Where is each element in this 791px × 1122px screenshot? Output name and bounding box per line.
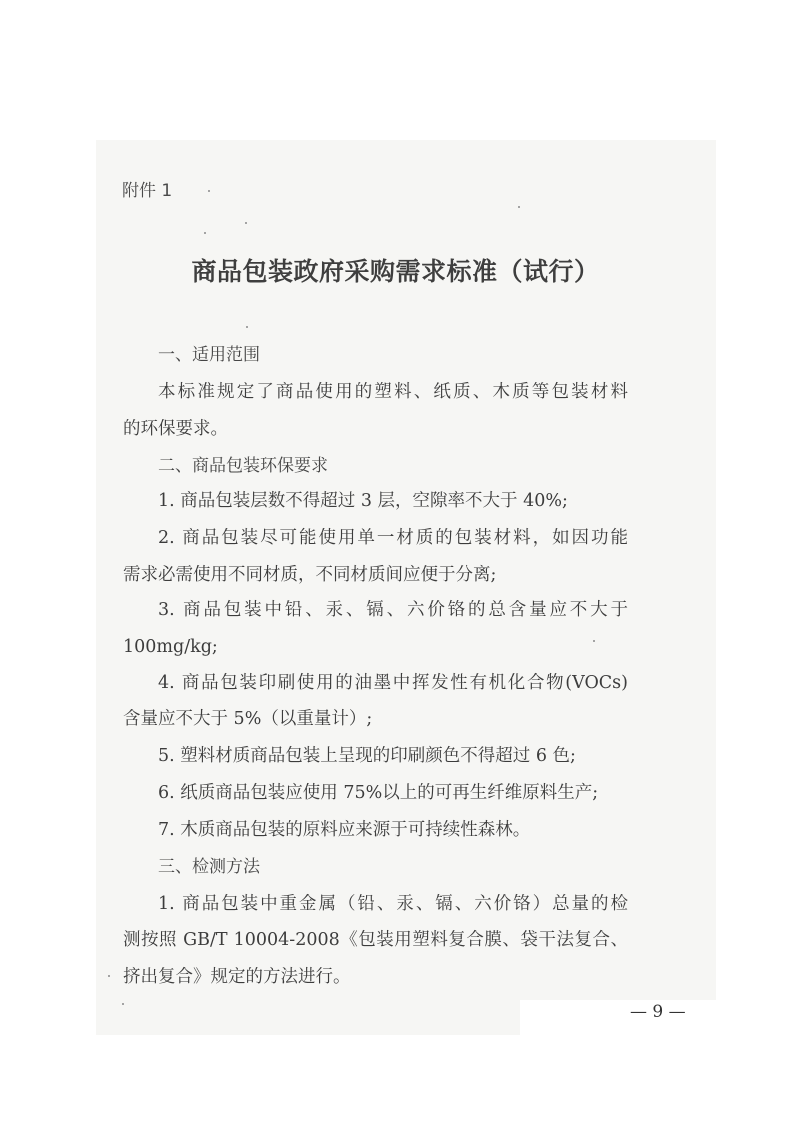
document-title: 商品包装政府采购需求标准（试行） [191, 257, 600, 286]
list-item-continuation: 100mg/kg; [123, 637, 218, 657]
section-heading-requirements: 二、商品包装环保要求 [158, 456, 328, 476]
scan-speck [245, 222, 247, 224]
list-item: 2. 商品包装尽可能使用单一材质的包装材料，如因功能 [158, 528, 628, 548]
scan-speck [518, 206, 520, 208]
list-item: 6. 纸质商品包装应使用 75%以上的可再生纤维原料生产; [158, 783, 599, 803]
section-heading-testing: 三、检测方法 [158, 857, 260, 877]
scan-speck [246, 326, 248, 328]
paragraph-line: 1. 商品包装中重金属（铅、汞、镉、六价铬）总量的检 [158, 894, 628, 914]
paragraph-line: 的环保要求。 [123, 419, 228, 439]
scan-margin [520, 1000, 720, 1040]
list-item-continuation: 需求必需使用不同材质，不同材质间应便于分离; [123, 565, 497, 585]
scan-speck [122, 1003, 124, 1005]
paragraph-line: 测按照 GB/T 10004-2008《包装用塑料复合膜、袋干法复合、 [123, 930, 628, 950]
list-item: 4. 商品包装印刷使用的油墨中挥发性有机化合物(VOCs) [158, 673, 628, 693]
list-item: 1. 商品包装层数不得超过 3 层，空隙率不大于 40%; [158, 491, 568, 511]
list-item: 3. 商品包装中铅、汞、镉、六价铬的总含量应不大于 [158, 600, 628, 620]
scan-speck [204, 232, 206, 234]
list-item: 5. 塑料材质商品包装上呈现的印刷颜色不得超过 6 色; [158, 746, 576, 766]
attachment-label: 附件 1 [122, 181, 173, 201]
scan-speck [208, 190, 210, 192]
scan-speck [108, 975, 110, 977]
list-item: 7. 木质商品包装的原料应来源于可持续性森林。 [158, 820, 531, 840]
paragraph-line: 本标准规定了商品使用的塑料、纸质、木质等包装材料 [158, 382, 628, 402]
list-item-continuation: 含量应不大于 5%（以重量计）; [123, 709, 373, 729]
paragraph-line: 挤出复合》规定的方法进行。 [123, 967, 351, 987]
page-number: — 9 — [630, 1002, 686, 1022]
section-heading-scope: 一、适用范围 [158, 345, 260, 365]
